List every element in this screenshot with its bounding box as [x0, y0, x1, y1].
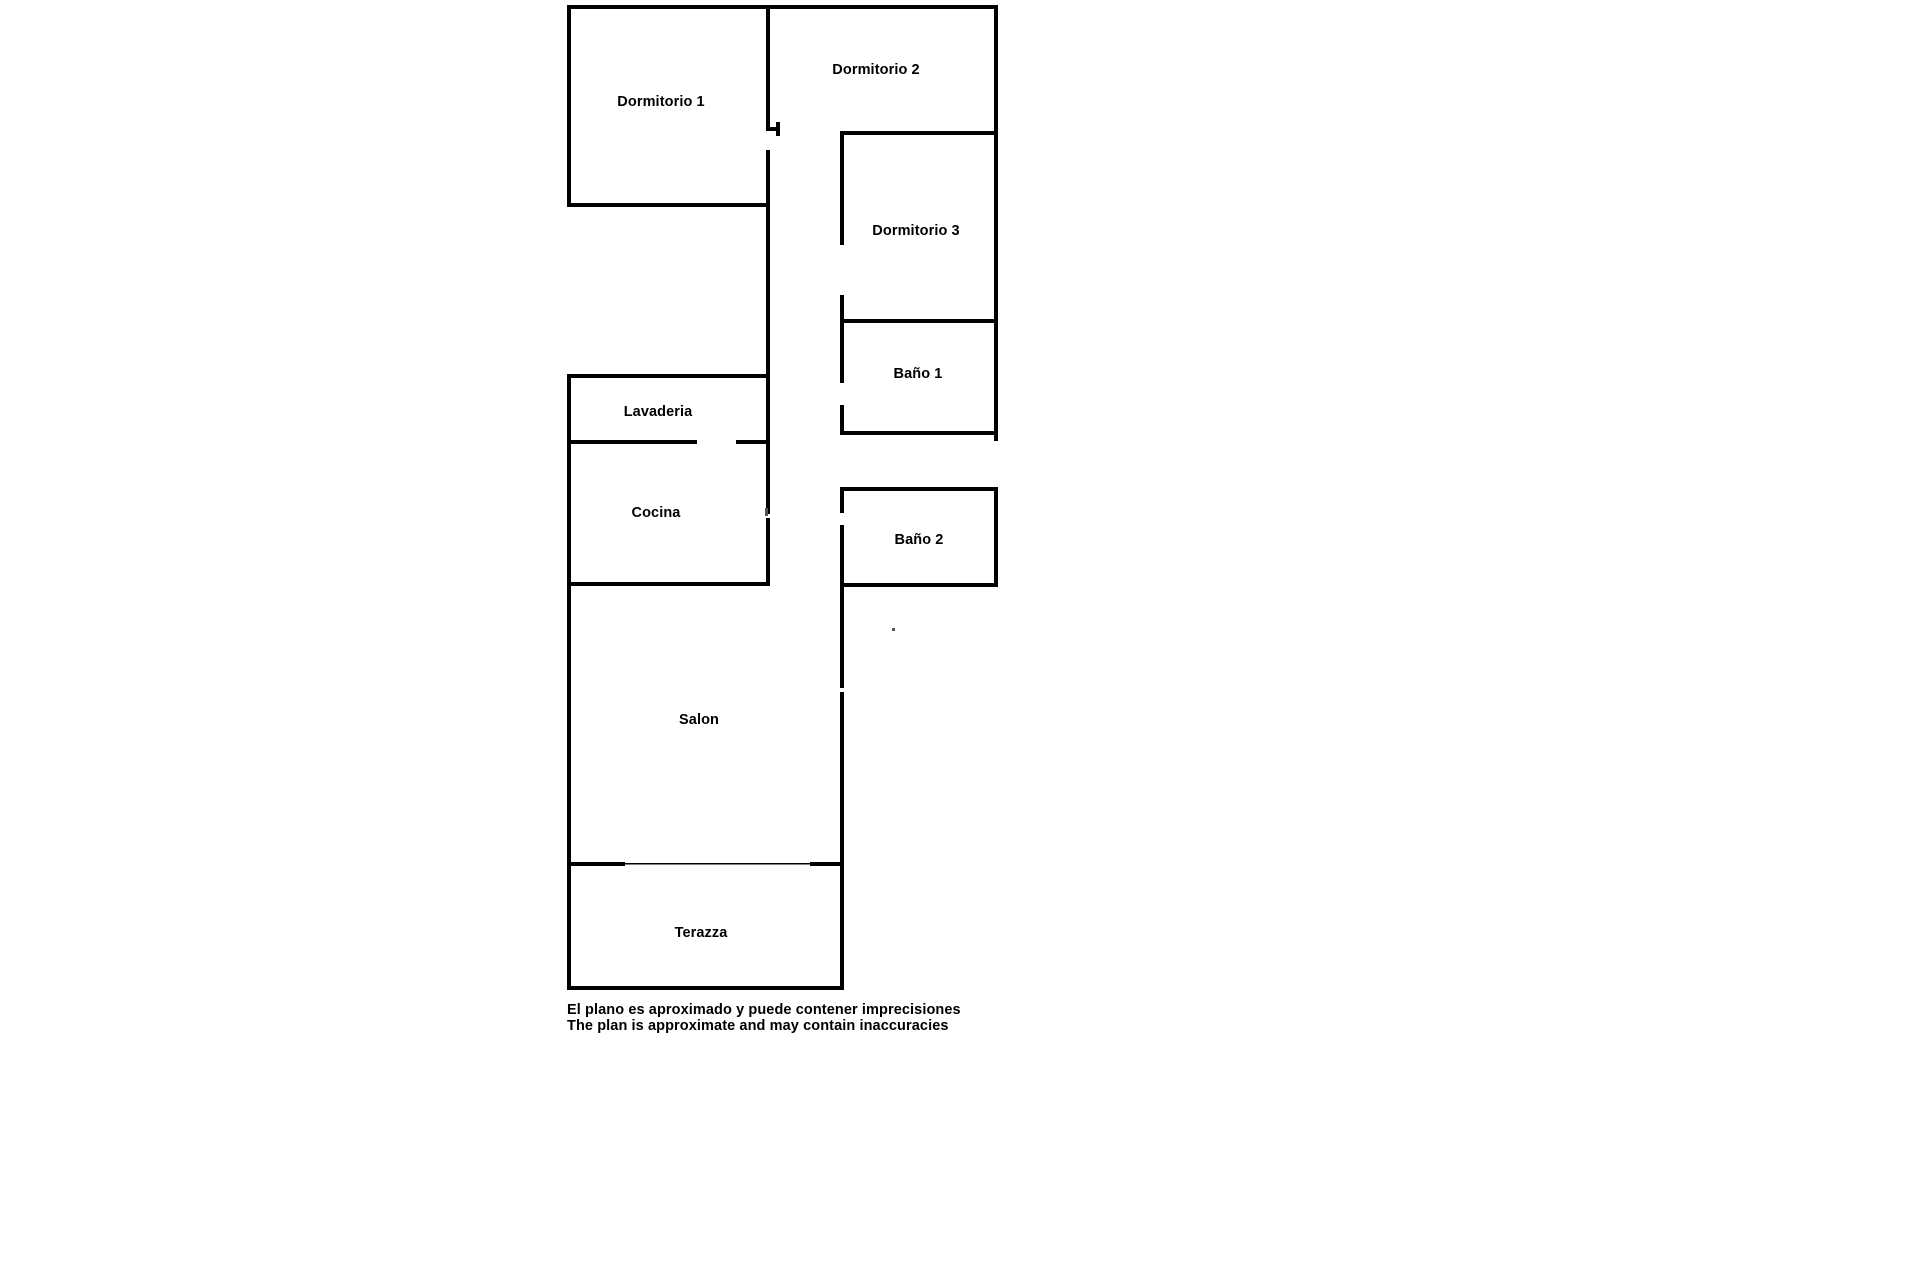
room-label-bano-1: Baño 1	[893, 366, 943, 382]
disclaimer-english: The plan is approximate and may contain inaccuracies	[567, 1018, 949, 1034]
room-label-salon: Salon	[679, 712, 719, 728]
room-label-dormitorio-1: Dormitorio 1	[617, 94, 705, 110]
wall-group-hallway	[766, 207, 770, 375]
disclaimer-spanish: El plano es aproximado y puede contener imprecisiones	[567, 1002, 961, 1018]
room-label-dormitorio-2: Dormitorio 2	[832, 62, 920, 78]
room-label-terazza: Terazza	[674, 925, 728, 941]
room-label-lavaderia: Lavaderia	[623, 404, 693, 420]
room-label-dormitorio-3: Dormitorio 3	[872, 223, 960, 239]
room-label-cocina: Cocina	[631, 505, 681, 521]
room-label-bano-2: Baño 2	[894, 532, 944, 548]
fixture-marks	[765, 508, 895, 631]
wall-group-bano-1	[840, 323, 998, 441]
